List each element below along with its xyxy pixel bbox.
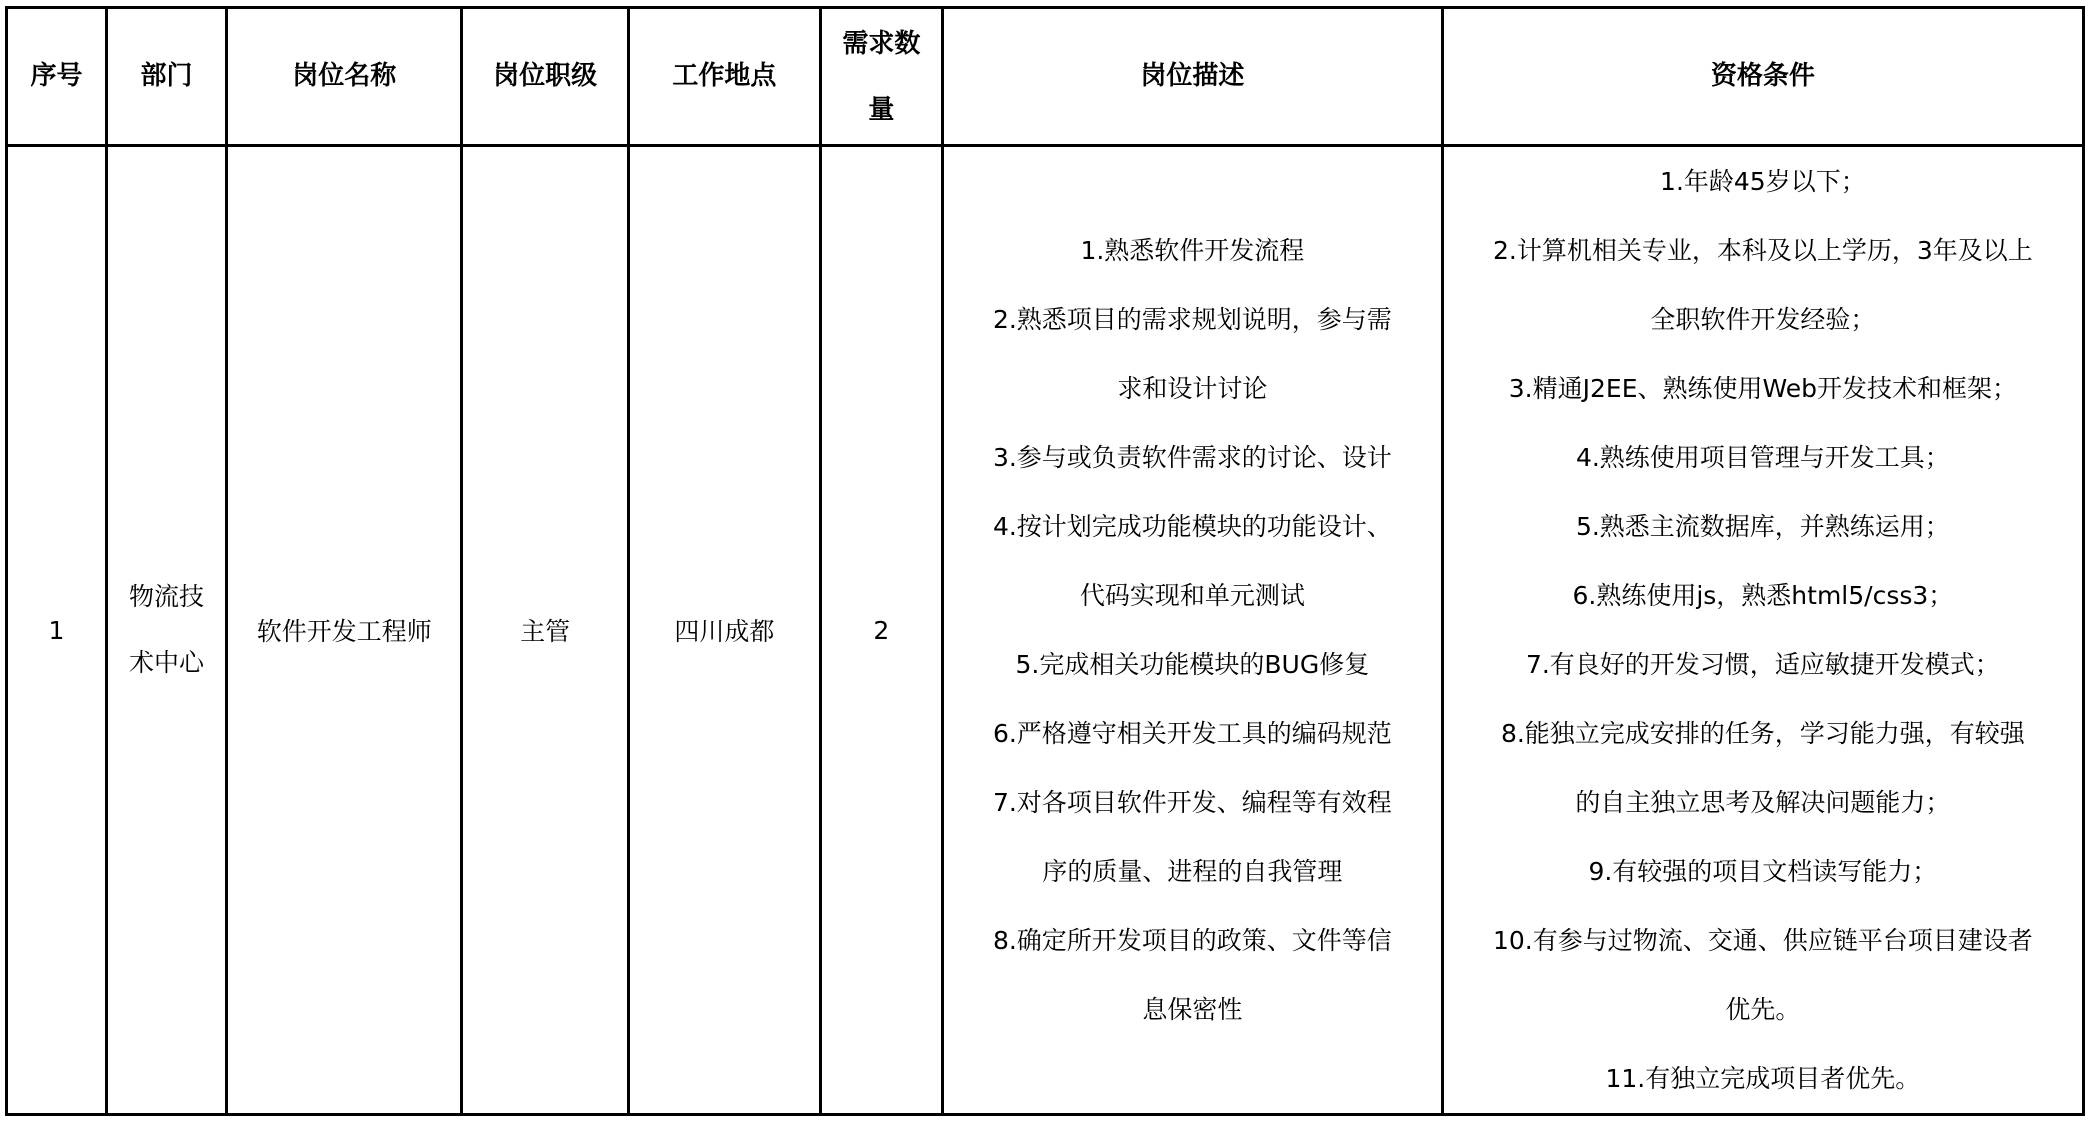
description-line: 1.熟悉软件开发流程 (1080, 236, 1305, 265)
table-row (7, 146, 2084, 1115)
description-line: 3.参与或负责软件需求的讨论、设计 (992, 443, 1392, 472)
description-line: 8.确定所开发项目的政策、文件等信 (992, 926, 1392, 955)
description-line: 求和设计讨论 (1117, 374, 1268, 403)
cell-position-level: 主管 (462, 146, 629, 1115)
qualification-line: 5.熟悉主流数据库，并熟练运用； (1575, 512, 1950, 541)
header-index: 序号 (7, 8, 107, 146)
header-quantity-line1: 需求数 (842, 28, 921, 59)
qualification-line: 的自主独立思考及解决问题能力； (1575, 788, 1951, 817)
qualification-line: 优先。 (1725, 995, 1801, 1024)
cell-description (942, 146, 1442, 1115)
header-department: 部门 (106, 8, 226, 146)
qualification-line: 全职软件开发经验； (1650, 305, 1876, 334)
description-line: 7.对各项目软件开发、编程等有效程 (992, 788, 1392, 817)
qualification-line: 7.有良好的开发习惯，适应敏捷开发模式； (1525, 650, 2000, 679)
description-line: 息保密性 (1142, 995, 1243, 1024)
header-description: 岗位描述 (942, 8, 1442, 146)
department-line2: 术中心 (129, 648, 205, 677)
description-line: 2.熟悉项目的需求规划说明，参与需 (992, 305, 1392, 334)
description-line: 6.严格遵守相关开发工具的编码规范 (992, 719, 1392, 748)
job-requirements-table (5, 6, 2085, 1116)
description-line: 代码实现和单元测试 (1079, 581, 1305, 610)
header-qualifications: 资格条件 (1442, 8, 2083, 146)
cell-quantity: 2 (820, 146, 942, 1115)
qualification-line: 9.有较强的项目文档读写能力； (1588, 857, 1938, 886)
header-location: 工作地点 (628, 8, 820, 146)
cell-department (106, 146, 226, 1115)
qualification-line: 8.能独立完成安排的任务，学习能力强，有较强 (1500, 719, 2025, 748)
header-quantity (820, 8, 942, 146)
qualification-line: 3.精通J2EE、熟练使用Web开发技术和框架； (1508, 374, 2017, 403)
cell-position-name: 软件开发工程师 (227, 146, 462, 1115)
qualification-line: 6.熟练使用js，熟悉html5/css3； (1572, 581, 1954, 610)
header-position-level: 岗位职级 (462, 8, 629, 146)
description-line: 序的质量、进程的自我管理 (1042, 857, 1343, 886)
cell-qualifications (1442, 146, 2083, 1115)
header-position-name: 岗位名称 (227, 8, 462, 146)
department-line1: 物流技 (129, 582, 205, 611)
header-row (7, 8, 2084, 146)
description-line: 4.按计划完成功能模块的功能设计、 (992, 512, 1392, 541)
description-line: 5.完成相关功能模块的BUG修复 (1015, 650, 1370, 679)
cell-index: 1 (7, 146, 107, 1115)
qualification-line: 11.有独立完成项目者优先。 (1605, 1064, 1921, 1093)
qualification-line: 2.计算机相关专业，本科及以上学历，3年及以上 (1493, 236, 2033, 265)
qualification-line: 10.有参与过物流、交通、供应链平台项目建设者 (1493, 926, 2033, 955)
qualification-line: 4.熟练使用项目管理与开发工具； (1575, 443, 1950, 472)
header-quantity-line2: 量 (868, 94, 895, 125)
cell-location: 四川成都 (628, 146, 820, 1115)
qualification-line: 1.年龄45岁以下； (1660, 167, 1866, 196)
